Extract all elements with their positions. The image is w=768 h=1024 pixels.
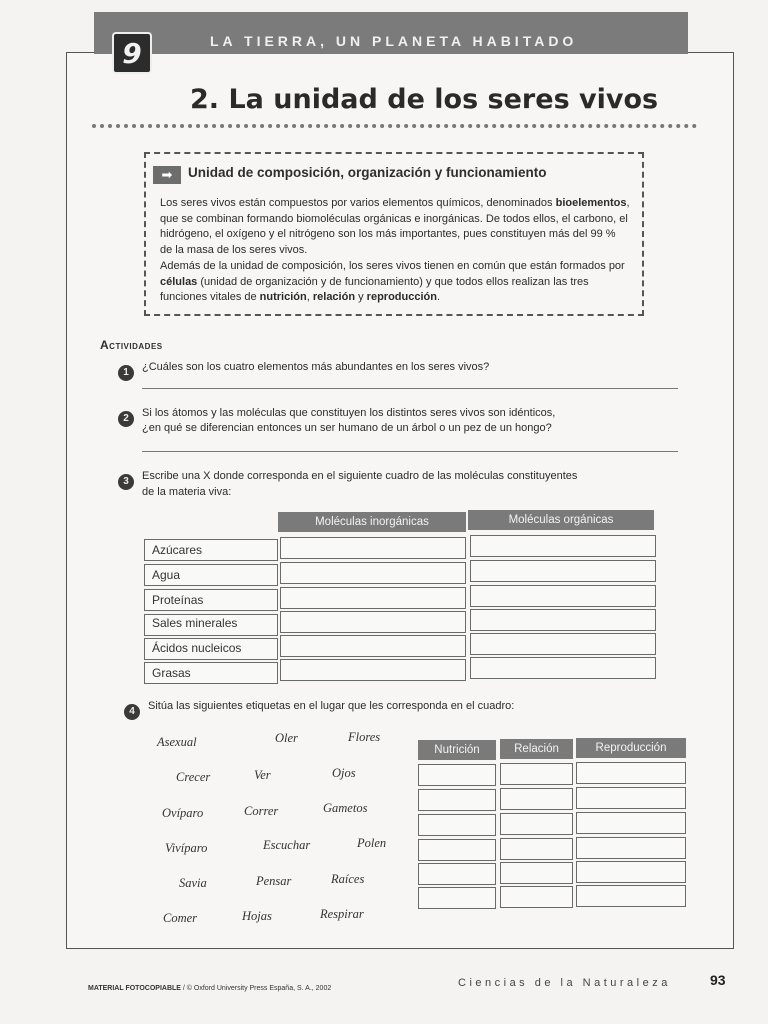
info-p2-text-a: Además de la unidad de composición, los seres vivos tienen en común que están formados por bbox=[160, 260, 625, 272]
function-answer-cell[interactable] bbox=[500, 813, 573, 835]
function-answer-cell[interactable] bbox=[500, 838, 573, 860]
footer-subject: Ciencias de la Naturaleza bbox=[458, 977, 671, 989]
arrow-right-icon: ➡ bbox=[153, 166, 181, 184]
tag-label[interactable]: Escuchar bbox=[263, 838, 311, 852]
question-2-answer-line[interactable] bbox=[142, 451, 678, 452]
molecule-row-label: Grasas bbox=[152, 666, 191, 680]
tag-label[interactable]: Correr bbox=[244, 804, 279, 818]
molecule-row-label: Sales minerales bbox=[152, 616, 238, 630]
question-1-answer-line[interactable] bbox=[142, 388, 678, 389]
question-4-number: 4 bbox=[124, 704, 140, 720]
info-p2-bold-reproduction: reproducción bbox=[366, 291, 437, 303]
info-p1-bold: bioelementos bbox=[555, 197, 627, 209]
tag-label[interactable]: Polen bbox=[357, 836, 387, 850]
molecule-answer-cell[interactable] bbox=[470, 657, 656, 679]
info-p2-text-c: , bbox=[306, 291, 313, 303]
tag-label[interactable]: Crecer bbox=[176, 770, 211, 784]
function-answer-cell[interactable] bbox=[500, 763, 573, 785]
function-answer-cell[interactable] bbox=[418, 764, 496, 786]
molecule-answer-cell[interactable] bbox=[470, 560, 656, 582]
tag-label[interactable]: Pensar bbox=[256, 874, 292, 888]
function-answer-cell[interactable] bbox=[418, 863, 496, 885]
tag-label[interactable]: Flores bbox=[348, 730, 381, 744]
molecule-answer-cell[interactable] bbox=[470, 609, 656, 631]
molecule-answer-cell[interactable] bbox=[280, 635, 466, 657]
question-4-text: Sitúa las siguientes etiquetas en el lugar que les corresponda en el cuadro: bbox=[148, 700, 515, 712]
functions-col-relation: Relación bbox=[500, 739, 573, 759]
info-p2-text-b: (unidad de organización y de funcionamiento) y que todos ellos realizan las tres funciones vitales de bbox=[160, 275, 589, 303]
tag-label[interactable]: Comer bbox=[163, 911, 198, 925]
info-p2-text-e: . bbox=[436, 291, 441, 303]
function-answer-cell[interactable] bbox=[500, 788, 573, 810]
footer-copyright bbox=[88, 985, 331, 992]
molecule-answer-cell[interactable] bbox=[470, 633, 656, 655]
question-3-text-line1: Escribe una X donde corresponda en el siguiente cuadro de las moléculas constituyentes bbox=[142, 470, 578, 482]
molecule-answer-cell[interactable] bbox=[470, 535, 656, 557]
molecules-col-inorganic: Moléculas inorgánicas bbox=[278, 512, 466, 532]
function-answer-cell[interactable] bbox=[576, 861, 686, 883]
molecule-row-label: Proteínas bbox=[152, 593, 204, 607]
info-p2-bold-relation: relación bbox=[312, 291, 356, 303]
chapter-title: LA TIERRA, UN PLANETA HABITADO bbox=[210, 33, 578, 49]
tag-label[interactable]: Ovíparo bbox=[162, 806, 204, 820]
page-number: 93 bbox=[710, 972, 726, 988]
question-2-number: 2 bbox=[118, 411, 134, 427]
function-answer-cell[interactable] bbox=[418, 887, 496, 909]
functions-col-nutrition: Nutrición bbox=[418, 740, 496, 760]
function-answer-cell[interactable] bbox=[576, 762, 686, 784]
question-2-text-line1: Si los átomos y las moléculas que constituyen los distintos seres vivos son idénticos, bbox=[142, 407, 556, 419]
question-3-text-line2: de la materia viva: bbox=[142, 486, 232, 498]
info-paragraph-2 bbox=[160, 259, 630, 306]
function-answer-cell[interactable] bbox=[576, 787, 686, 809]
tag-label[interactable]: Oler bbox=[275, 731, 298, 745]
activities-heading: Actividades bbox=[100, 338, 163, 352]
function-answer-cell[interactable] bbox=[500, 886, 573, 908]
tag-label[interactable]: Savia bbox=[179, 876, 207, 890]
footer-photocopy-label: MATERIAL FOTOCOPIABLE bbox=[88, 985, 181, 992]
tag-label[interactable]: Ver bbox=[254, 768, 271, 782]
question-2-text-line2: ¿en qué se diferencian entonces un ser humano de un árbol o un pez de un hongo? bbox=[142, 422, 552, 434]
function-answer-cell[interactable] bbox=[418, 839, 496, 861]
molecule-answer-cell[interactable] bbox=[470, 585, 656, 607]
info-p2-text-d: y bbox=[355, 291, 367, 303]
molecule-answer-cell[interactable] bbox=[280, 587, 466, 609]
function-answer-cell[interactable] bbox=[418, 789, 496, 811]
question-1-number: 1 bbox=[118, 365, 134, 381]
footer-publisher: / © Oxford University Press España, S. A., 2002 bbox=[180, 985, 332, 992]
tag-label[interactable]: Gametos bbox=[323, 801, 368, 815]
info-paragraph-1 bbox=[160, 196, 630, 258]
info-p2-bold-cells: células bbox=[160, 275, 198, 288]
tag-label[interactable]: Hojas bbox=[242, 909, 272, 923]
molecule-row-label: Ácidos nucleicos bbox=[152, 641, 242, 655]
function-answer-cell[interactable] bbox=[500, 862, 573, 884]
molecules-col-organic: Moléculas orgánicas bbox=[468, 510, 654, 530]
question-3-number: 3 bbox=[118, 474, 134, 490]
tag-label[interactable]: Ojos bbox=[332, 766, 356, 780]
tag-label[interactable]: Raíces bbox=[331, 872, 365, 886]
lesson-title: 2. La unidad de los seres vivos bbox=[190, 84, 659, 115]
molecule-answer-cell[interactable] bbox=[280, 611, 466, 633]
info-p2-bold-nutrition: nutrición bbox=[259, 291, 307, 303]
molecule-row-label: Azúcares bbox=[152, 543, 203, 557]
function-answer-cell[interactable] bbox=[576, 837, 686, 859]
function-answer-cell[interactable] bbox=[576, 885, 686, 907]
tag-label[interactable]: Vivíparo bbox=[165, 841, 208, 855]
functions-col-reproduction: Reproducción bbox=[576, 738, 686, 758]
molecule-answer-cell[interactable] bbox=[280, 562, 466, 584]
molecule-answer-cell[interactable] bbox=[280, 537, 466, 559]
unit-number-badge: 9 bbox=[112, 32, 152, 74]
question-1-text: ¿Cuáles son los cuatro elementos más abundantes en los seres vivos? bbox=[142, 361, 490, 373]
molecule-row-label: Agua bbox=[152, 568, 181, 582]
function-answer-cell[interactable] bbox=[576, 812, 686, 834]
info-p1-text-b: , que se combinan formando biomoléculas orgánicas e inorgánicas. De todos ellos, el carbono, el hidrógeno, el oxígeno y el nitrógeno son los más importantes, pues constituyen más del 99 % de la masa de los seres vivos. bbox=[160, 197, 630, 256]
tag-label[interactable]: Respirar bbox=[320, 907, 364, 921]
info-box-heading: Unidad de composición, organización y funcionamiento bbox=[188, 165, 547, 180]
dotted-divider bbox=[92, 124, 697, 128]
tag-label[interactable]: Asexual bbox=[157, 735, 197, 749]
info-p1-text-a: Los seres vivos están compuestos por varios elementos químicos, denominados bbox=[160, 197, 556, 209]
function-answer-cell[interactable] bbox=[418, 814, 496, 836]
molecule-answer-cell[interactable] bbox=[280, 659, 466, 681]
